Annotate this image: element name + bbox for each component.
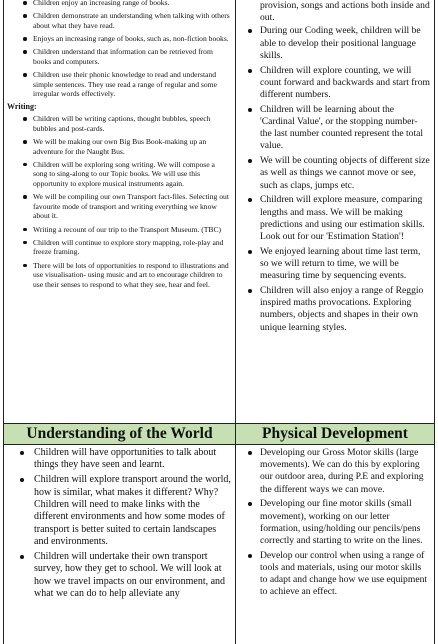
list-item: Children will explore measure, comparing lengths and mass. We will be making predictions and using our estimation skills. Look out for our 'Estimation Station'!	[240, 194, 434, 243]
list-item: Children will have opportunities to talk about things they have seen and learnt.	[8, 447, 235, 472]
continued-text: provision, songs and actions both inside and out.	[260, 0, 430, 24]
curriculum-table	[3, 0, 435, 644]
list-item: Children enjoy an increasing range of books.	[13, 0, 235, 8]
list-item: We will be compiling our own Transport fact-files. Selecting out favourite mode of transport and writing everything we know about it.	[13, 192, 235, 221]
list-item: Children will explore transport around the world, how is similar, what makes it different? Why? Children will need to make links with the different environments and how some modes of transport is better suited to certain landscapes and environments.	[8, 474, 235, 548]
section-title: Understanding of the World	[26, 425, 213, 442]
list-item: Children will continue to explore story mapping, role-play and freeze framing.	[13, 238, 235, 257]
reading-list	[4, 0, 235, 99]
list-item: Children will be learning about the 'Cardinal Value', or the stopping number- the last number counted represent the total value.	[240, 104, 434, 153]
maths-list	[236, 25, 434, 333]
list-item: Children will also enjoy a range of Reggio inspired maths provocations. Exploring numbers, objects and shapes in their own unique learning styles.	[240, 285, 434, 334]
section-title: Physical Development	[262, 425, 408, 442]
list-item: Children will undertake their own transport survey, how they get to school. We will look at how we travel impacts on our environment, and what we can do to help alleviate any	[8, 551, 235, 601]
list-item: Children understand that information can be retrieved from books and computers.	[13, 47, 235, 66]
list-item: We will be counting objects of different size as well as things we cannot move or see, such as claps, jumps etc.	[240, 155, 434, 192]
literacy-cell	[3, 0, 236, 424]
list-item: Developing our Gross Motor skills (large movements). We can do this by exploring our outdoor area, during P.E and exploring the different ways we can move.	[240, 447, 434, 496]
list-item: Developing our fine motor skills (small movement), working on our letter formation, using/holding our pencils/pens correctly and starting to write on the lines.	[240, 498, 434, 547]
list-item: Enjoys an increasing range of books, such as, non-fiction books.	[13, 34, 235, 44]
physical-development-list	[236, 447, 434, 599]
physical-development-header	[235, 423, 435, 445]
list-item: Develop our control when using a range of tools and materials, using our motor skills to adapt and change how we use equipment to achieve an effect.	[240, 550, 434, 599]
mathematics-cell	[235, 0, 435, 424]
list-item: Children will be exploring song writing. We will compose a song to sing-along to our Topic books. We will use this opportunity to explore musical instruments again.	[13, 160, 235, 189]
list-item: Writing a recount of our trip to the Transport Museum. (TBC)	[13, 225, 235, 235]
list-item: Children use their phonic knowledge to read and understand simple sentences. They use read a range of regular and some irregular words effectively.	[13, 70, 235, 99]
writing-heading: Writing:	[7, 102, 37, 112]
list-item: Children demonstrate an understanding when talking with others about what they have read.	[13, 11, 235, 30]
understanding-world-list	[4, 447, 235, 601]
list-item: During our Coding week, children will be able to develop their positional language skills.	[240, 25, 434, 62]
understanding-world-cell	[3, 444, 236, 644]
list-item: We will be making our own Big Bus Book-making up an adventure for the Naught Bus.	[13, 137, 235, 156]
list-item: Children will be writing captions, thought bubbles, speech bubbles and post-cards.	[13, 114, 235, 133]
list-item: There will be lots of opportunities to respond to illustrations and use visualisation- using music and art to encourage children to use their senses to respond to what they see, hear and feel.	[13, 261, 235, 290]
writing-list	[4, 114, 235, 289]
list-item: Children will explore counting, we will count forward and backwards and start from different numbers.	[240, 65, 434, 102]
physical-development-cell	[235, 444, 435, 644]
understanding-world-header	[3, 423, 236, 445]
list-item: We enjoyed learning about time last term, so we will return to time, we will be measuring time by sequencing events.	[240, 246, 434, 283]
